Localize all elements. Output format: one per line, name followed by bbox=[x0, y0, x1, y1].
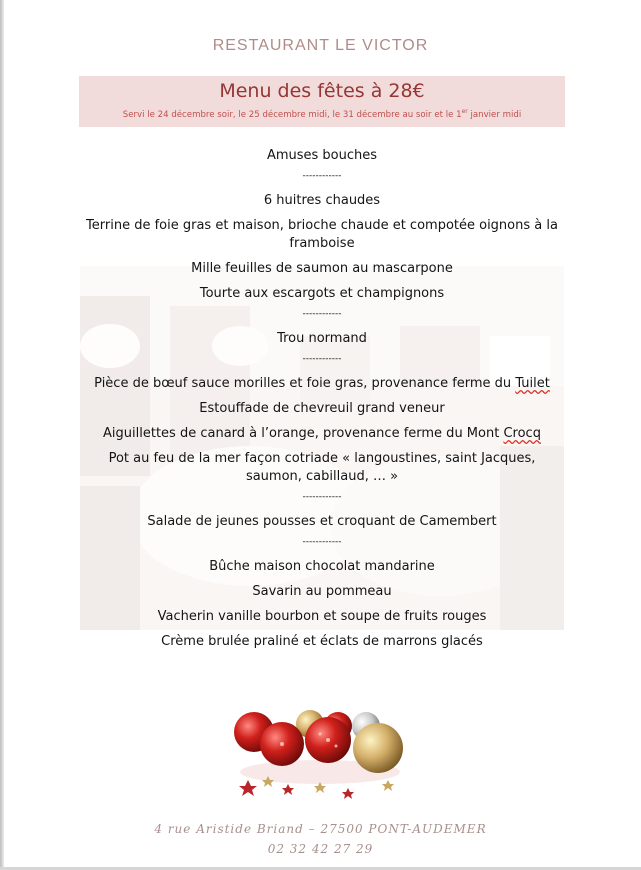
menu-separator: ------------ bbox=[302, 171, 342, 181]
menu-separator: ------------ bbox=[302, 492, 342, 502]
menu-separator: ------------ bbox=[302, 354, 342, 364]
christmas-ornaments-image bbox=[228, 702, 414, 802]
spellcheck-word-tuilet: Tuilet bbox=[515, 376, 550, 391]
menu-separator: ------------ bbox=[302, 537, 342, 547]
menu-item-salade: Salade de jeunes pousses et croquant de Camembert bbox=[147, 514, 497, 529]
footer-address: 4 rue Aristide Briand – 27500 PONT-AUDEMER bbox=[154, 822, 487, 836]
menu-list bbox=[79, 147, 565, 658]
spellcheck-word-crocq: Crocq bbox=[503, 426, 541, 441]
restaurant-name: RESTAURANT LE VICTOR bbox=[212, 37, 429, 54]
footer-phone: 02 32 42 27 29 bbox=[267, 842, 374, 856]
subtitle-main: Servi le 24 décembre soir, le 25 décembre midi, le 31 décembre au soir et le 1 bbox=[122, 109, 462, 120]
aiguillettes-text: Aiguillettes de canard à l’orange, provenance ferme du Mont bbox=[103, 426, 504, 441]
menu-item-terrine: Terrine de foie gras et maison, brioche chaude et compotée oignons à la framboise bbox=[86, 218, 558, 251]
subtitle-end: janvier midi bbox=[467, 109, 522, 120]
page-left-edge bbox=[0, 0, 4, 870]
menu-subtitle bbox=[79, 108, 565, 120]
menu-item-mille-feuilles: Mille feuilles de saumon au mascarpone bbox=[191, 261, 453, 276]
menu-item-amuses-bouches: Amuses bouches bbox=[266, 148, 378, 163]
menu-item-creme-brulee: Crème brulée praliné et éclats de marrons glacés bbox=[161, 634, 483, 649]
menu-item-huitres: 6 huitres chaudes bbox=[263, 193, 381, 208]
menu-item-trou-normand: Trou normand bbox=[277, 331, 367, 346]
menu-item-piece-de-boeuf bbox=[79, 375, 565, 393]
menu-item-vacherin: Vacherin vanille bourbon et soupe de fruits rouges bbox=[157, 609, 487, 624]
menu-item-tourte: Tourte aux escargots et champignons bbox=[199, 286, 445, 301]
menu-item-savarin: Savarin au pommeau bbox=[252, 584, 392, 599]
menu-separator: ------------ bbox=[302, 309, 342, 319]
piece-de-boeuf-text: Pièce de bœuf sauce morilles et foie gras, provenance ferme du bbox=[94, 376, 516, 391]
menu-item-pot-au-feu: Pot au feu de la mer façon cotriade « langoustines, saint Jacques, saumon, cabillaud, … » bbox=[108, 451, 536, 484]
menu-title: Menu des fêtes à 28€ bbox=[219, 80, 425, 102]
menu-item-buche: Bûche maison chocolat mandarine bbox=[209, 559, 435, 574]
subtitle-superscript: er bbox=[461, 108, 468, 115]
menu-item-estouffade: Estouffade de chevreuil grand veneur bbox=[199, 401, 445, 416]
title-band bbox=[79, 76, 565, 127]
menu-item-aiguillettes bbox=[79, 425, 565, 443]
